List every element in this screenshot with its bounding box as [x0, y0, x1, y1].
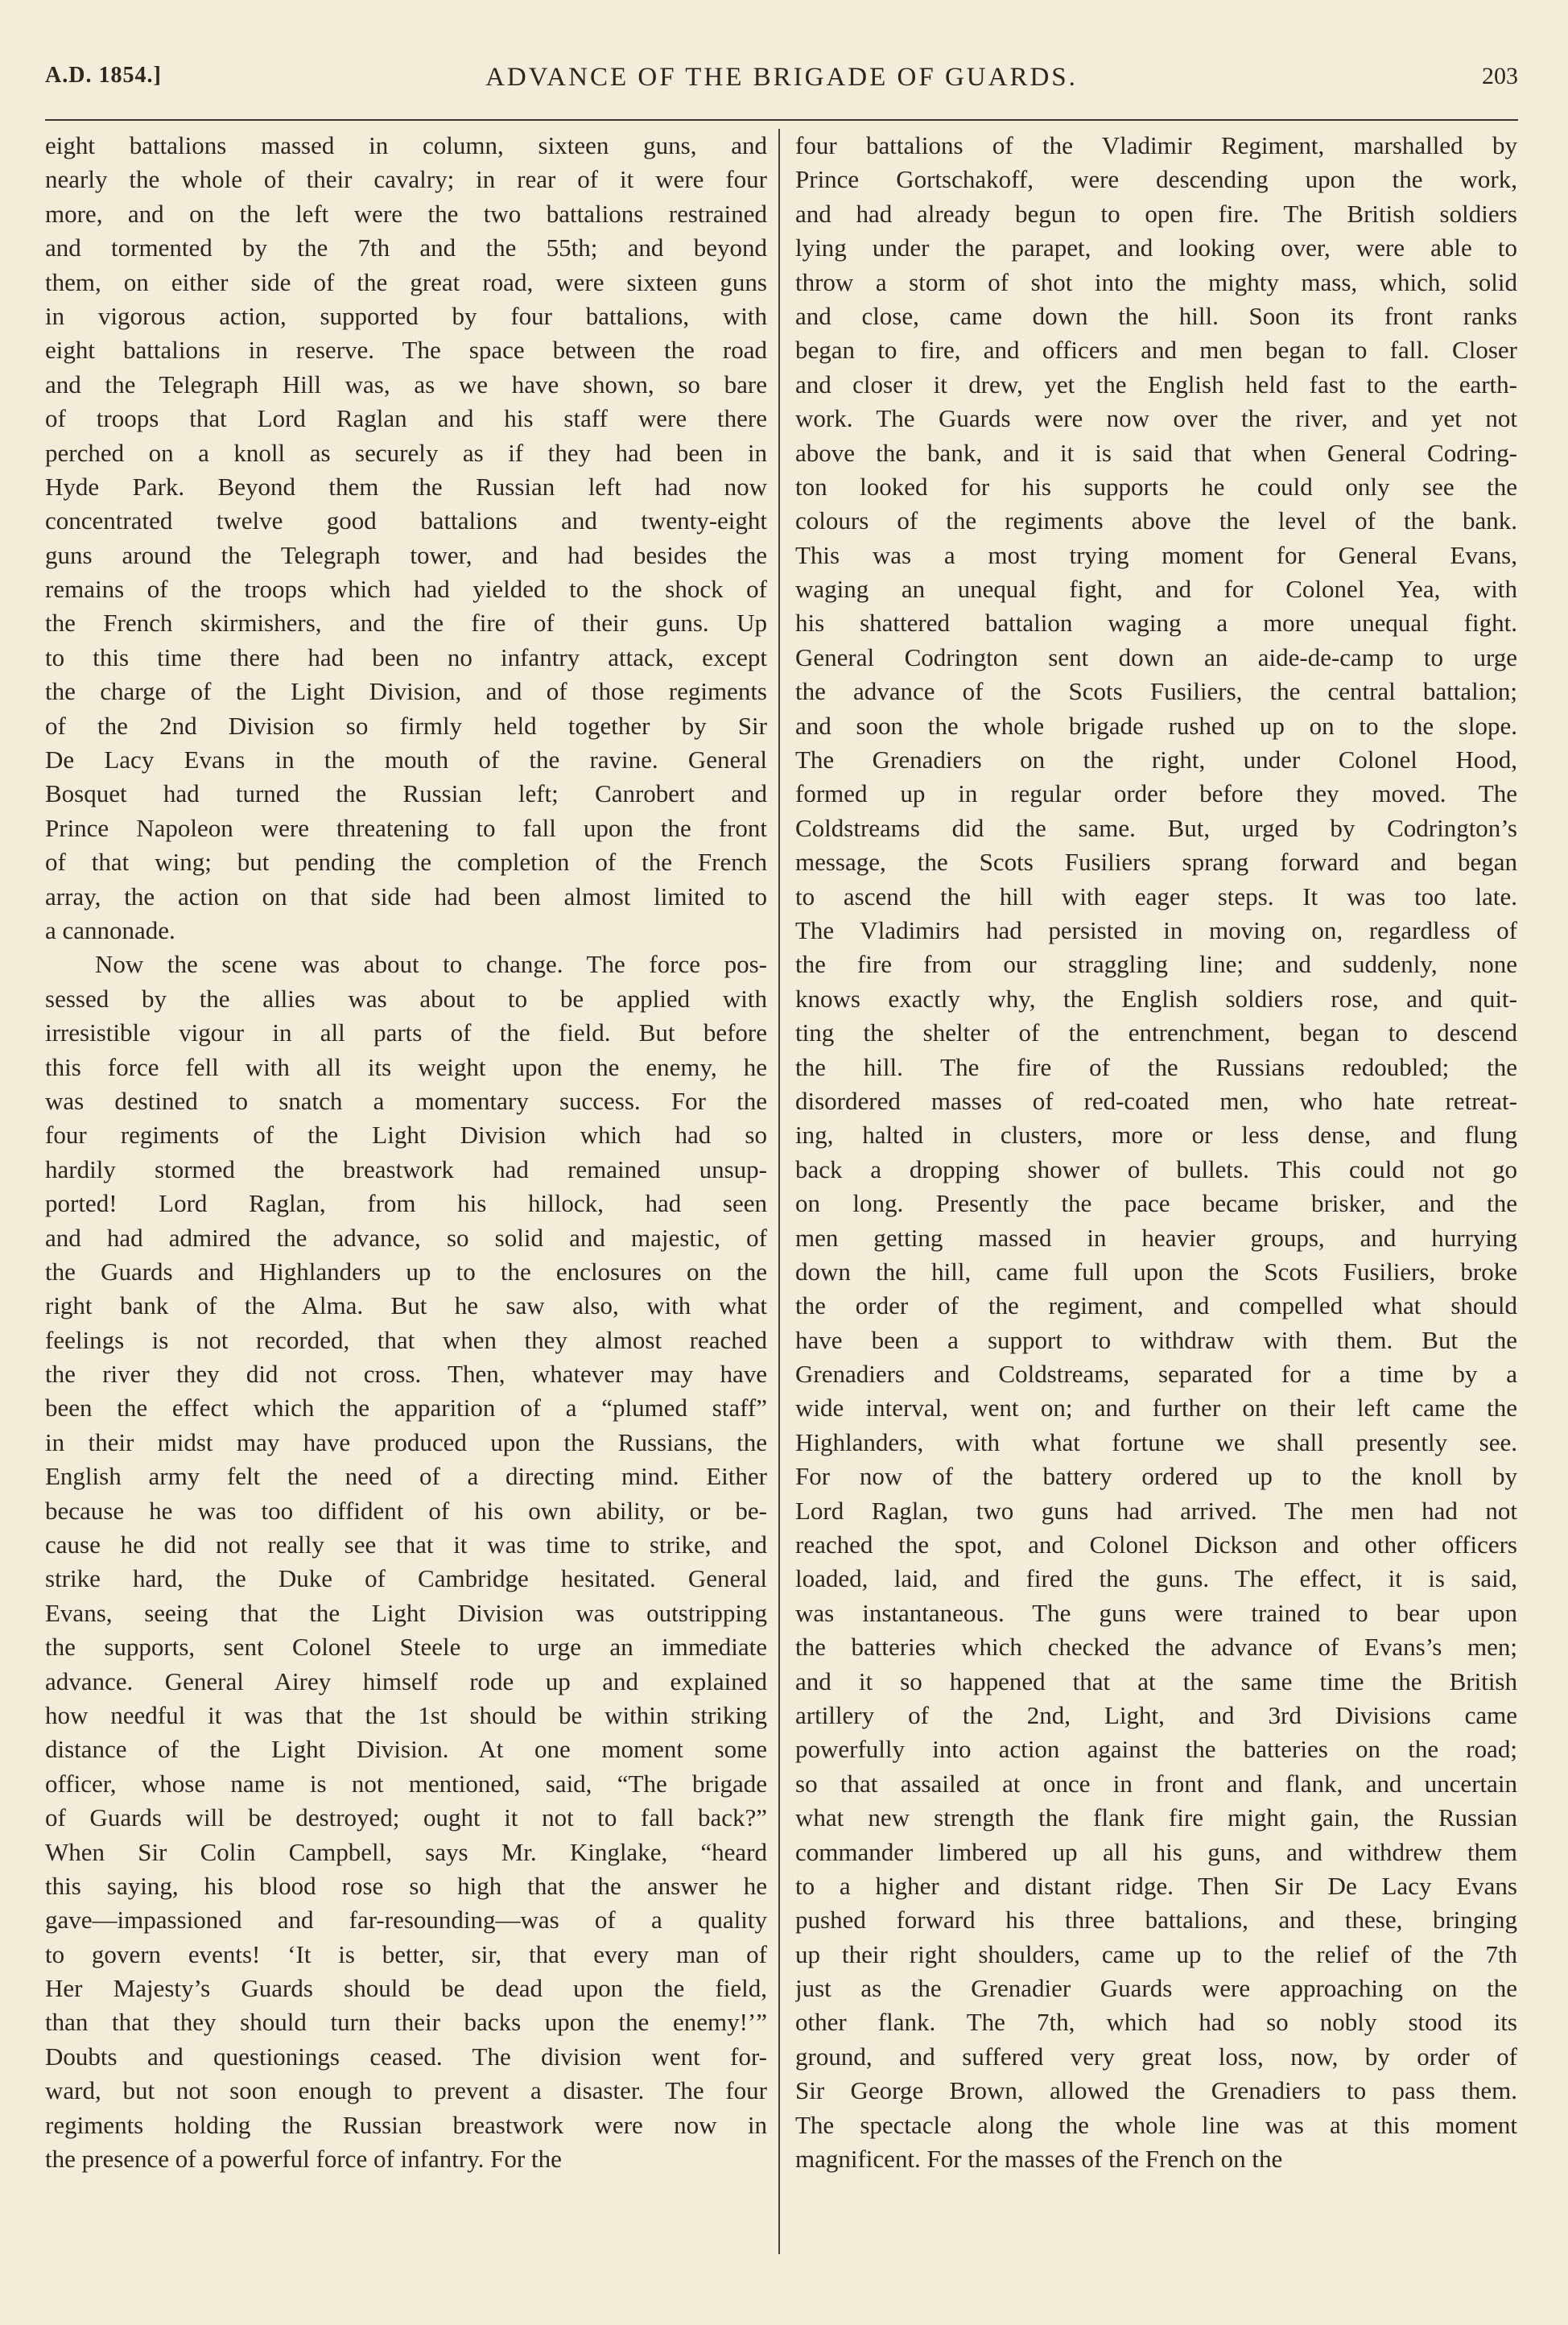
- text-line: began to fire, and officers and men began to fall. Closer: [795, 336, 1517, 365]
- text-line: hardily stormed the breastwork had remained unsup-: [45, 1154, 767, 1183]
- text-line: up their right shoulders, came up to the relief of the 7th: [795, 1939, 1517, 1968]
- right-column: [795, 129, 1517, 2176]
- text-line: them, on either side of the great road, were sixteen guns: [45, 267, 767, 296]
- text-line: Sir George Brown, allowed the Grenadiers to pass them.: [795, 2076, 1517, 2105]
- text-line: to this time there had been no infantry attack, except: [45, 642, 767, 671]
- text-line: knows exactly why, the English soldiers rose, and quit-: [795, 984, 1517, 1013]
- text-line: artillery of the 2nd, Light, and 3rd Divisions came: [795, 1700, 1517, 1729]
- text-line: English army felt the need of a directing mind. Either: [45, 1462, 767, 1491]
- text-line: irresistible vigour in all parts of the field. But before: [45, 1018, 767, 1047]
- text-line: Grenadiers and Coldstreams, separated for a time by a: [795, 1360, 1517, 1389]
- text-line: officer, whose name is not mentioned, said, “The brigade: [45, 1769, 767, 1798]
- text-line: four battalions of the Vladimir Regiment, marshalled by: [795, 131, 1517, 159]
- text-line: men getting massed in heavier groups, and hurrying: [795, 1223, 1517, 1252]
- text-line: in vigorous action, supported by four battalions, with: [45, 301, 767, 330]
- text-line: in their midst may have produced upon the Russians, the: [45, 1427, 767, 1456]
- text-line: advance. General Airey himself rode up and explained: [45, 1666, 767, 1695]
- text-line: distance of the Light Division. At one moment some: [45, 1735, 767, 1764]
- text-line: the supports, sent Colonel Steele to urge an immediate: [45, 1633, 767, 1662]
- page-number: 203: [1482, 63, 1518, 89]
- text-line: lying under the parapet, and looking over, were able to: [795, 233, 1517, 262]
- text-line: strike hard, the Duke of Cambridge hesitated. General: [45, 1564, 767, 1593]
- text-line: and it so happened that at the same time the British: [795, 1666, 1517, 1695]
- text-line: how needful it was that the 1st should be within striking: [45, 1700, 767, 1729]
- text-line: was destined to snatch a momentary success. For the: [45, 1086, 767, 1115]
- text-line: what new strength the flank fire might gain, the Russian: [795, 1803, 1517, 1832]
- text-line: down the hill, came full upon the Scots Fusiliers, broke: [795, 1257, 1517, 1286]
- text-line: concentrated twelve good battalions and twenty-eight: [45, 506, 767, 535]
- text-line: back a dropping shower of bullets. This could not go: [795, 1154, 1517, 1183]
- text-line: Lord Raglan, two guns had arrived. The men had not: [795, 1496, 1517, 1525]
- text-line: General Codrington sent down an aide-de-camp to urge: [795, 642, 1517, 671]
- text-line: eight battalions massed in column, sixteen guns, and: [45, 131, 767, 159]
- text-line: gave—impassioned and far-resounding—was of a quality: [45, 1906, 767, 1935]
- text-line: Evans, seeing that the Light Division was outstripping: [45, 1598, 767, 1627]
- text-line: eight battalions in reserve. The space between the road: [45, 336, 767, 365]
- text-line: this saying, his blood rose so high that the answer he: [45, 1871, 767, 1900]
- text-line: the presence of a powerful force of infantry. For the: [45, 2145, 562, 2174]
- text-line: powerfully into action against the batteries on the road;: [795, 1735, 1517, 1764]
- text-line: of Guards will be destroyed; ought it not to fall back?”: [45, 1803, 767, 1832]
- text-line: reached the spot, and Colonel Dickson and other officers: [795, 1530, 1517, 1559]
- text-line: other flank. The 7th, which had so nobly stood its: [795, 2008, 1517, 2037]
- text-line: on long. Presently the pace became brisker, and the: [795, 1189, 1517, 1218]
- text-line: The Grenadiers on the right, under Colonel Hood,: [795, 745, 1517, 774]
- text-line: disordered masses of red-coated men, who hate retreat-: [795, 1086, 1517, 1115]
- text-line: of that wing; but pending the completion of the French: [45, 848, 767, 877]
- text-line: the order of the regiment, and compelled what should: [795, 1291, 1517, 1320]
- text-line: right bank of the Alma. But he saw also, with what: [45, 1291, 767, 1320]
- text-line: guns around the Telegraph tower, and had besides the: [45, 540, 767, 569]
- header-date: A.D. 1854.]: [45, 63, 162, 88]
- text-line: was instantaneous. The guns were trained to bear upon: [795, 1598, 1517, 1627]
- text-line: his shattered battalion waging a more unequal fight.: [795, 609, 1517, 638]
- text-line: of troops that Lord Raglan and his staff were there: [45, 404, 767, 433]
- text-line: this force fell with all its weight upon the enemy, he: [45, 1052, 767, 1081]
- text-line: the advance of the Scots Fusiliers, the central battalion;: [795, 677, 1517, 706]
- text-line: Her Majesty’s Guards should be dead upon the field,: [45, 1974, 767, 2003]
- text-line: remains of the troops which had yielded to the shock of: [45, 575, 767, 604]
- text-line: Doubts and questionings ceased. The division went for-: [45, 2042, 767, 2071]
- text-line: regiments holding the Russian breastwork were now in: [45, 2110, 767, 2139]
- text-line: than that they should turn their backs upon the enemy!’”: [45, 2008, 767, 2037]
- text-line: four regiments of the Light Division which had so: [45, 1121, 767, 1150]
- text-line: and close, came down the hill. Soon its front ranks: [795, 301, 1517, 330]
- text-line: and had admired the advance, so solid and majestic, of: [45, 1223, 767, 1252]
- text-line: above the bank, and it is said that when General Codring-: [795, 438, 1517, 467]
- text-line: sessed by the allies was about to be applied with: [45, 984, 767, 1013]
- text-line: ting the shelter of the entrenchment, began to descend: [795, 1018, 1517, 1047]
- text-line: message, the Scots Fusiliers sprang forward and began: [795, 848, 1517, 877]
- text-line: pushed forward his three battalions, and these, bringing: [795, 1906, 1517, 1935]
- text-line: When Sir Colin Campbell, says Mr. Kinglake, “heard: [45, 1837, 767, 1866]
- text-line: Bosquet had turned the Russian left; Canrobert and: [45, 779, 767, 808]
- text-line: to ascend the hill with eager steps. It was too late.: [795, 882, 1517, 911]
- show-through-ink: [724, 2258, 966, 2306]
- text-line: and had already begun to open fire. The British soldiers: [795, 199, 1517, 228]
- text-line: feelings is not recorded, that when they almost reached: [45, 1325, 767, 1354]
- text-line: and the Telegraph Hill was, as we have shown, so bare: [45, 370, 767, 399]
- header-title: ADVANCE OF THE BRIGADE OF GUARDS.: [485, 63, 1078, 92]
- text-line: throw a storm of shot into the mighty mass, which, solid: [795, 267, 1517, 296]
- text-line: The Vladimirs had persisted in moving on, regardless of: [795, 915, 1517, 944]
- text-line: perched on a knoll as securely as if they had been in: [45, 438, 767, 467]
- text-line: For now of the battery ordered up to the knoll by: [795, 1462, 1517, 1491]
- text-line: loaded, laid, and fired the guns. The effect, it is said,: [795, 1564, 1517, 1593]
- text-line: have been a support to withdraw with them. But the: [795, 1325, 1517, 1354]
- text-line: magnificent. For the masses of the French on the: [795, 2145, 1283, 2174]
- text-line: because he was too diffident of his own ability, or be-: [45, 1496, 767, 1525]
- text-line: cause he did not really see that it was time to strike, and: [45, 1530, 767, 1559]
- text-line: the charge of the Light Division, and of those regiments: [45, 677, 767, 706]
- text-line: work. The Guards were now over the river, and yet not: [795, 404, 1517, 433]
- text-line: and tormented by the 7th and the 55th; and beyond: [45, 233, 767, 262]
- left-column: [45, 129, 767, 2176]
- text-line: to govern events! ‘It is better, sir, that every man of: [45, 1939, 767, 1968]
- text-line: the river they did not cross. Then, whatever may have: [45, 1360, 767, 1389]
- text-line: the fire from our straggling line; and suddenly, none: [795, 950, 1517, 979]
- text-line: Hyde Park. Beyond them the Russian left had now: [45, 472, 767, 501]
- text-line: more, and on the left were the two battalions restrained: [45, 199, 767, 228]
- text-line: and soon the whole brigade rushed up on to the slope.: [795, 711, 1517, 740]
- text-line: ton looked for his supports he could only see the: [795, 472, 1517, 501]
- running-header: [45, 63, 1518, 103]
- text-line: Prince Napoleon were threatening to fall upon the front: [45, 813, 767, 842]
- text-line: been the effect which the apparition of a “plumed staff”: [45, 1394, 767, 1423]
- text-line: The spectacle along the whole line was at this moment: [795, 2110, 1517, 2139]
- text-line: This was a most trying moment for General Evans,: [795, 540, 1517, 569]
- text-line: and closer it drew, yet the English held fast to the earth-: [795, 370, 1517, 399]
- text-line: ing, halted in clusters, more or less dense, and flung: [795, 1121, 1517, 1150]
- column-divider: [778, 129, 780, 2254]
- text-line: ground, and suffered very great loss, now, by order of: [795, 2042, 1517, 2071]
- text-line: a cannonade.: [45, 915, 175, 944]
- text-line: commander limbered up all his guns, and withdrew them: [795, 1837, 1517, 1866]
- text-line: just as the Grenadier Guards were approaching on the: [795, 1974, 1517, 2003]
- text-line: nearly the whole of their cavalry; in rear of it were four: [45, 165, 767, 194]
- text-line: ported! Lord Raglan, from his hillock, had seen: [45, 1189, 767, 1218]
- text-line: the hill. The fire of the Russians redoubled; the: [795, 1052, 1517, 1081]
- text-line: the Guards and Highlanders up to the enclosures on the: [45, 1257, 767, 1286]
- text-line: wide interval, went on; and further on their left came the: [795, 1394, 1517, 1423]
- text-line: waging an unequal fight, and for Colonel Yea, with: [795, 575, 1517, 604]
- text-line: De Lacy Evans in the mouth of the ravine. General: [45, 745, 767, 774]
- text-line: the French skirmishers, and the fire of their guns. Up: [45, 609, 767, 638]
- text-line: array, the action on that side had been almost limited to: [45, 882, 767, 911]
- text-line: ward, but not soon enough to prevent a disaster. The four: [45, 2076, 767, 2105]
- text-line: Prince Gortschakoff, were descending upon the work,: [795, 165, 1517, 194]
- text-line: Highlanders, with what fortune we shall presently see.: [795, 1427, 1517, 1456]
- text-line: Coldstreams did the same. But, urged by Codrington’s: [795, 813, 1517, 842]
- text-line: so that assailed at once in front and flank, and uncertain: [795, 1769, 1517, 1798]
- text-line: colours of the regiments above the level of the bank.: [795, 506, 1517, 535]
- header-rule: [45, 119, 1518, 121]
- text-line: Now the scene was about to change. The force pos-: [95, 950, 767, 979]
- text-line: of the 2nd Division so firmly held together by Sir: [45, 711, 767, 740]
- text-line: the batteries which checked the advance of Evans’s men;: [795, 1633, 1517, 1662]
- text-line: to a higher and distant ridge. Then Sir De Lacy Evans: [795, 1871, 1517, 1900]
- text-line: formed up in regular order before they moved. The: [795, 779, 1517, 808]
